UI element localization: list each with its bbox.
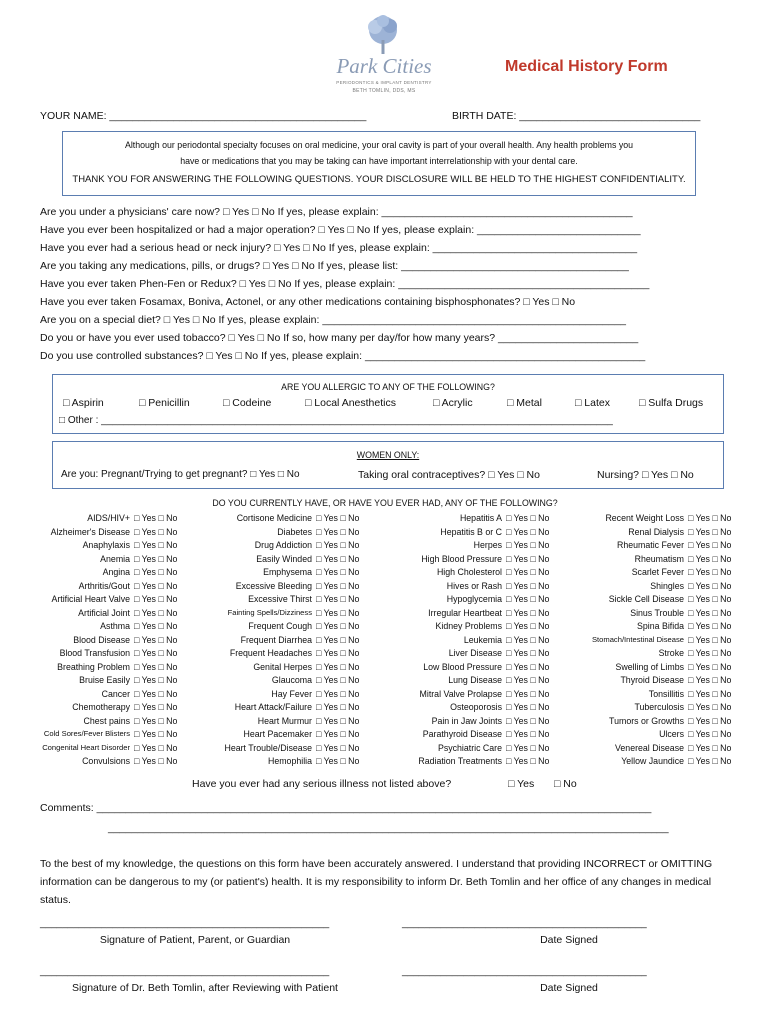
condition-yes-no-checkboxes[interactable]: □ Yes □ No xyxy=(134,756,178,766)
condition-row[interactable] xyxy=(398,729,562,743)
condition-label: Hepatitis B or C xyxy=(440,526,502,537)
condition-label: Pain in Jaw Joints xyxy=(431,715,502,726)
condition-yes-no-checkboxes[interactable]: □ Yes □ No xyxy=(688,540,732,550)
condition-row[interactable] xyxy=(206,594,372,608)
condition-label: Yellow Jaundice xyxy=(621,756,684,766)
condition-label: Mitral Valve Prolapse xyxy=(419,688,502,699)
condition-label: Irregular Heartbeat xyxy=(428,607,502,618)
condition-row[interactable] xyxy=(398,513,562,527)
condition-row[interactable] xyxy=(206,662,372,676)
condition-label: High Cholesterol xyxy=(436,567,502,577)
condition-yes-no-checkboxes[interactable]: □ Yes □ No xyxy=(316,567,360,577)
condition-yes-no-checkboxes[interactable]: □ Yes □ No xyxy=(134,540,178,550)
condition-label: Osteoporosis xyxy=(450,702,502,712)
condition-yes-no-checkboxes[interactable]: □ Yes □ No xyxy=(316,729,360,739)
condition-yes-no-checkboxes[interactable]: □ Yes □ No xyxy=(134,675,178,685)
condition-row[interactable] xyxy=(574,621,744,635)
condition-label: Renal Dialysis xyxy=(628,526,684,537)
condition-row[interactable] xyxy=(30,527,190,541)
condition-row[interactable] xyxy=(30,689,190,703)
intro-line-1: Although our periodontal specialty focuses on oral medicine, your oral cavity is part of your overall health. Any health problems you xyxy=(124,140,634,150)
condition-yes-no-checkboxes[interactable]: □ Yes □ No xyxy=(688,702,732,712)
condition-yes-no-checkboxes[interactable]: □ Yes □ No xyxy=(688,526,732,537)
question-tobacco[interactable]: Do you or have you ever used tobacco? □ Yes □ No If so, how many per day/for how many years? ________________________ xyxy=(40,332,639,344)
condition-label: Asthma xyxy=(100,621,130,631)
allergy-codeine-checkbox[interactable]: □ Codeine xyxy=(223,397,272,409)
condition-label: Ulcers xyxy=(659,729,684,739)
condition-label: Rheumatism xyxy=(634,553,684,564)
condition-label: Artificial Heart Valve xyxy=(51,594,130,604)
condition-row[interactable] xyxy=(206,635,372,649)
condition-label: Hemophilia xyxy=(267,756,312,766)
condition-yes-no-checkboxes[interactable]: □ Yes □ No xyxy=(316,607,360,618)
condition-label: Hepatitis A xyxy=(459,513,502,523)
condition-row[interactable] xyxy=(30,756,190,770)
condition-row[interactable] xyxy=(574,540,744,554)
condition-row[interactable] xyxy=(574,716,744,730)
condition-row[interactable] xyxy=(574,743,744,757)
condition-row[interactable] xyxy=(206,540,372,554)
condition-label: Easily Winded xyxy=(256,553,312,564)
condition-label: Artificial Joint xyxy=(78,607,130,618)
condition-label: Venereal Disease xyxy=(615,742,684,753)
condition-label: Psychiatric Care xyxy=(437,742,502,753)
doctor-signature-label: Signature of Dr. Beth Tomlin, after Reviewing with Patient xyxy=(72,982,338,994)
condition-label: Chest pains xyxy=(83,715,130,726)
condition-row[interactable] xyxy=(398,702,562,716)
condition-label: Kidney Problems xyxy=(435,621,502,631)
condition-yes-no-checkboxes[interactable]: □ Yes □ No xyxy=(688,756,732,766)
doctor-date-label: Date Signed xyxy=(540,982,598,994)
condition-row[interactable] xyxy=(30,581,190,595)
your-name-field[interactable]: YOUR NAME: ____________________________________________ xyxy=(40,110,367,122)
condition-yes-no-checkboxes[interactable]: □ Yes □ No xyxy=(316,513,360,523)
allergy-latex-checkbox[interactable]: □ Latex xyxy=(575,397,610,409)
condition-label: Anaphylaxis xyxy=(82,540,130,550)
condition-yes-no-checkboxes[interactable]: □ Yes □ No xyxy=(134,661,178,672)
condition-yes-no-checkboxes[interactable]: □ Yes □ No xyxy=(506,688,550,699)
condition-yes-no-checkboxes[interactable]: □ Yes □ No xyxy=(134,594,178,604)
patient-signature-label: Signature of Patient, Parent, or Guardian xyxy=(99,934,291,946)
logo-name: Park Cities xyxy=(336,54,432,78)
condition-row[interactable] xyxy=(30,608,190,622)
condition-row[interactable] xyxy=(574,594,744,608)
condition-yes-no-checkboxes[interactable]: □ Yes □ No xyxy=(134,702,178,712)
condition-row[interactable] xyxy=(206,716,372,730)
page-title: Medical History Form xyxy=(505,58,668,75)
patient-date-line[interactable]: ____________________________________________ xyxy=(402,918,647,929)
condition-label: Herpes xyxy=(473,540,502,550)
condition-yes-no-checkboxes[interactable]: □ Yes □ No xyxy=(688,580,732,591)
condition-yes-no-checkboxes[interactable]: □ Yes □ No xyxy=(688,648,732,658)
condition-row[interactable] xyxy=(398,662,562,676)
condition-label: Genital Herpes xyxy=(253,661,312,672)
condition-label: Bruise Easily xyxy=(79,675,130,685)
condition-yes-no-checkboxes[interactable]: □ Yes □ No xyxy=(316,594,360,604)
condition-row[interactable] xyxy=(206,567,372,581)
condition-row[interactable] xyxy=(574,648,744,662)
condition-row[interactable] xyxy=(398,527,562,541)
condition-label: Low Blood Pressure xyxy=(423,661,502,672)
condition-row[interactable] xyxy=(206,527,372,541)
allergy-penicillin-checkbox[interactable]: □ Penicillin xyxy=(139,397,190,409)
condition-label: Rheumatic Fever xyxy=(617,540,684,550)
condition-yes-no-checkboxes[interactable]: □ Yes □ No xyxy=(134,526,178,537)
condition-yes-no-checkboxes[interactable]: □ Yes □ No xyxy=(688,553,732,564)
condition-yes-no-checkboxes[interactable]: □ Yes □ No xyxy=(134,648,178,658)
condition-label: Swelling of Limbs xyxy=(615,661,684,672)
condition-label: Congenital Heart Disorder xyxy=(42,742,130,752)
condition-label: Heart Murmur xyxy=(257,715,312,726)
condition-row[interactable] xyxy=(398,621,562,635)
condition-row[interactable] xyxy=(574,513,744,527)
condition-label: Chemotherapy xyxy=(72,702,130,712)
condition-row[interactable] xyxy=(30,675,190,689)
condition-row[interactable] xyxy=(574,554,744,568)
question-medications[interactable]: Are you taking any medications, pills, or drugs? □ Yes □ No If yes, please list: _______________________________________ xyxy=(40,260,629,272)
condition-yes-no-checkboxes[interactable]: □ Yes □ No xyxy=(134,742,178,753)
condition-yes-no-checkboxes[interactable]: □ Yes □ No xyxy=(506,607,550,618)
condition-yes-no-checkboxes[interactable]: □ Yes □ No xyxy=(688,715,732,726)
condition-yes-no-checkboxes[interactable]: □ Yes □ No xyxy=(134,634,178,645)
condition-label: Leukemia xyxy=(463,634,502,645)
question-bisphosphonates[interactable]: Have you ever taken Fosamax, Boniva, Actonel, or any other medications containing bisphosphonates? □ Yes □ No xyxy=(40,296,576,308)
condition-yes-no-checkboxes[interactable]: □ Yes □ No xyxy=(688,621,732,631)
serious-illness-yes-checkbox[interactable]: □ Yes xyxy=(508,778,535,790)
condition-label: Hives or Rash xyxy=(446,580,502,591)
condition-yes-no-checkboxes[interactable]: □ Yes □ No xyxy=(134,513,178,523)
condition-label: Hypoglycemia xyxy=(446,594,502,604)
condition-yes-no-checkboxes[interactable]: □ Yes □ No xyxy=(316,526,360,537)
condition-yes-no-checkboxes[interactable]: □ Yes □ No xyxy=(316,580,360,591)
condition-label: Cortisone Medicine xyxy=(236,513,312,523)
condition-row[interactable] xyxy=(574,756,744,770)
condition-row[interactable] xyxy=(398,689,562,703)
condition-row[interactable] xyxy=(30,702,190,716)
condition-label: Scarlet Fever xyxy=(631,567,684,577)
condition-yes-no-checkboxes[interactable]: □ Yes □ No xyxy=(316,621,360,631)
women-only-title: WOMEN ONLY: xyxy=(356,450,420,460)
condition-label: AIDS/HIV+ xyxy=(87,513,130,523)
condition-row[interactable] xyxy=(206,675,372,689)
condition-yes-no-checkboxes[interactable]: □ Yes □ No xyxy=(688,661,732,672)
condition-row[interactable] xyxy=(574,567,744,581)
intro-line-2: have or medications that you may be taking can have important interrelationship with your dental care. xyxy=(180,156,578,166)
condition-row[interactable] xyxy=(398,567,562,581)
condition-row[interactable] xyxy=(206,689,372,703)
condition-row[interactable] xyxy=(206,581,372,595)
condition-label: Glaucoma xyxy=(271,675,312,685)
declaration-text: To the best of my knowledge, the questions on this form have been accurately answered. I understand that providing INCORRECT or OMITTING information can be dangerous to my (or patient's) health. It is my responsibility to inform Dr. Beth Tomlin and her office of any changes in medical status. xyxy=(40,858,713,906)
condition-label: Hay Fever xyxy=(271,688,312,699)
condition-yes-no-checkboxes[interactable]: □ Yes □ No xyxy=(506,513,550,523)
logo-subtitle: PERIODONTICS & IMPLANT DENTISTRY xyxy=(336,80,432,85)
condition-label: Frequent Headaches xyxy=(229,648,312,658)
condition-label: Heart Attack/Failure xyxy=(234,702,312,712)
condition-row[interactable] xyxy=(30,662,190,676)
condition-label: Stroke xyxy=(658,648,684,658)
condition-yes-no-checkboxes[interactable]: □ Yes □ No xyxy=(506,526,550,537)
condition-row[interactable] xyxy=(30,716,190,730)
serious-illness-no-checkbox[interactable]: □ No xyxy=(554,778,577,790)
question-hospitalized[interactable]: Have you ever been hospitalized or had a major operation? □ Yes □ No If yes, please explain: ____________________________ xyxy=(40,224,641,236)
condition-row[interactable] xyxy=(574,662,744,676)
allergy-local-anesthetics-checkbox[interactable]: □ Local Anesthetics xyxy=(305,397,396,409)
condition-label: Convulsions xyxy=(82,756,130,766)
allergy-box xyxy=(52,374,724,434)
condition-yes-no-checkboxes[interactable]: □ Yes □ No xyxy=(688,688,732,699)
conditions-title: DO YOU CURRENTLY HAVE, OR HAVE YOU EVER HAD, ANY OF THE FOLLOWING? xyxy=(212,498,558,508)
condition-row[interactable] xyxy=(398,743,562,757)
condition-yes-no-checkboxes[interactable]: □ Yes □ No xyxy=(134,580,178,591)
condition-row[interactable] xyxy=(574,608,744,622)
condition-row[interactable] xyxy=(574,581,744,595)
condition-label: Emphysema xyxy=(263,567,312,577)
condition-row[interactable] xyxy=(30,513,190,527)
condition-label: Anemia xyxy=(100,553,130,564)
condition-row[interactable] xyxy=(574,675,744,689)
condition-yes-no-checkboxes[interactable]: □ Yes □ No xyxy=(316,688,360,699)
nursing-question[interactable]: Nursing? □ Yes □ No xyxy=(597,469,694,481)
condition-label: Blood Disease xyxy=(73,634,130,645)
allergy-title: ARE YOU ALLERGIC TO ANY OF THE FOLLOWING? xyxy=(281,382,495,392)
question-physician[interactable]: Are you under a physicians' care now? □ Yes □ No If yes, please explain: ___________________________________________ xyxy=(40,206,633,218)
condition-row[interactable] xyxy=(30,567,190,581)
condition-yes-no-checkboxes[interactable]: □ Yes □ No xyxy=(506,756,550,766)
condition-yes-no-checkboxes[interactable]: □ Yes □ No xyxy=(506,580,550,591)
condition-row[interactable] xyxy=(206,648,372,662)
condition-label: High Blood Pressure xyxy=(421,553,502,564)
condition-row[interactable] xyxy=(206,513,372,527)
condition-yes-no-checkboxes[interactable]: □ Yes □ No xyxy=(134,553,178,564)
condition-row[interactable] xyxy=(206,621,372,635)
condition-yes-no-checkboxes[interactable]: □ Yes □ No xyxy=(316,715,360,726)
pregnant-question[interactable]: Are you: Pregnant/Trying to get pregnant? □ Yes □ No xyxy=(61,469,300,480)
condition-label: Diabetes xyxy=(277,526,312,537)
condition-yes-no-checkboxes[interactable]: □ Yes □ No xyxy=(506,540,550,550)
question-diet[interactable]: Are you on a special diet? □ Yes □ No If yes, please explain: ____________________________________________________ xyxy=(40,314,627,326)
condition-yes-no-checkboxes[interactable]: □ Yes □ No xyxy=(506,702,550,712)
condition-yes-no-checkboxes[interactable]: □ Yes □ No xyxy=(506,634,550,645)
condition-yes-no-checkboxes[interactable]: □ Yes □ No xyxy=(688,634,732,645)
condition-label: Sinus Trouble xyxy=(630,607,684,618)
condition-label: Excessive Bleeding xyxy=(235,580,312,591)
condition-label: Frequent Cough xyxy=(248,621,312,631)
condition-yes-no-checkboxes[interactable]: □ Yes □ No xyxy=(506,661,550,672)
condition-row[interactable] xyxy=(30,594,190,608)
condition-row[interactable] xyxy=(398,540,562,554)
condition-label: Recent Weight Loss xyxy=(605,513,684,523)
condition-row[interactable] xyxy=(30,729,190,743)
condition-label: Cancer xyxy=(101,688,130,699)
condition-yes-no-checkboxes[interactable]: □ Yes □ No xyxy=(506,594,550,604)
condition-row[interactable] xyxy=(206,743,372,757)
condition-row[interactable] xyxy=(398,635,562,649)
practice-logo xyxy=(322,14,446,98)
allergy-metal-checkbox[interactable]: □ Metal xyxy=(507,397,542,409)
condition-yes-no-checkboxes[interactable]: □ Yes □ No xyxy=(316,756,360,766)
patient-signature-line[interactable]: ____________________________________________________ xyxy=(40,918,330,929)
condition-row[interactable] xyxy=(30,648,190,662)
comments-field-line-2[interactable]: ________________________________________________________________________________________________ xyxy=(108,822,669,834)
condition-label: Thyroid Disease xyxy=(620,675,684,685)
condition-label: Cold Sores/Fever Blisters xyxy=(43,729,130,738)
condition-label: Stomach/Intestinal Disease xyxy=(591,634,684,644)
condition-yes-no-checkboxes[interactable]: □ Yes □ No xyxy=(506,729,550,739)
contraceptives-question[interactable]: Taking oral contraceptives? □ Yes □ No xyxy=(358,469,540,481)
condition-row[interactable] xyxy=(206,554,372,568)
intro-box xyxy=(62,131,696,196)
condition-label: Parathyroid Disease xyxy=(422,729,502,739)
condition-row[interactable] xyxy=(30,621,190,635)
condition-label: Sickle Cell Disease xyxy=(608,594,684,604)
condition-row[interactable] xyxy=(398,554,562,568)
condition-yes-no-checkboxes[interactable]: □ Yes □ No xyxy=(134,688,178,699)
patient-date-label: Date Signed xyxy=(540,934,598,946)
condition-yes-no-checkboxes[interactable]: □ Yes □ No xyxy=(688,742,732,753)
doctor-signature-line[interactable]: ____________________________________________________ xyxy=(40,966,330,977)
condition-row[interactable] xyxy=(206,702,372,716)
condition-row[interactable] xyxy=(574,702,744,716)
condition-label: Drug Addiction xyxy=(254,540,312,550)
condition-yes-no-checkboxes[interactable]: □ Yes □ No xyxy=(316,742,360,753)
condition-yes-no-checkboxes[interactable]: □ Yes □ No xyxy=(506,648,550,658)
condition-row[interactable] xyxy=(398,716,562,730)
serious-illness-question: Have you ever had any serious illness not listed above? xyxy=(192,778,452,790)
question-controlled-substances[interactable]: Do you use controlled substances? □ Yes □ No If yes, please explain: ________________________________________________ xyxy=(40,350,646,362)
condition-row[interactable] xyxy=(398,675,562,689)
condition-label: Shingles xyxy=(650,580,684,591)
condition-label: Excessive Thirst xyxy=(248,594,312,604)
condition-label: Lung Disease xyxy=(448,675,502,685)
allergy-other-field[interactable]: □ Other : ____________________________________________________________________________________________ xyxy=(59,415,613,426)
condition-label: Liver Disease xyxy=(448,648,502,658)
condition-label: Angina xyxy=(102,567,130,577)
condition-yes-no-checkboxes[interactable]: □ Yes □ No xyxy=(688,607,732,618)
condition-label: Fainting Spells/Dizziness xyxy=(227,607,312,617)
condition-yes-no-checkboxes[interactable]: □ Yes □ No xyxy=(134,607,178,618)
condition-yes-no-checkboxes[interactable]: □ Yes □ No xyxy=(316,675,360,685)
condition-row[interactable] xyxy=(30,743,190,757)
condition-yes-no-checkboxes[interactable]: □ Yes □ No xyxy=(316,661,360,672)
condition-row[interactable] xyxy=(30,635,190,649)
condition-label: Tonsillitis xyxy=(648,688,684,699)
allergy-acrylic-checkbox[interactable]: □ Acrylic xyxy=(433,397,473,409)
condition-yes-no-checkboxes[interactable]: □ Yes □ No xyxy=(688,594,732,604)
condition-row[interactable] xyxy=(398,648,562,662)
condition-row[interactable] xyxy=(574,729,744,743)
condition-yes-no-checkboxes[interactable]: □ Yes □ No xyxy=(506,675,550,685)
condition-yes-no-checkboxes[interactable]: □ Yes □ No xyxy=(506,742,550,753)
condition-row[interactable] xyxy=(574,527,744,541)
condition-row[interactable] xyxy=(206,608,372,622)
condition-row[interactable] xyxy=(574,689,744,703)
condition-row[interactable] xyxy=(30,554,190,568)
condition-yes-no-checkboxes[interactable]: □ Yes □ No xyxy=(316,553,360,564)
question-head-injury[interactable]: Have you ever had a serious head or neck injury? □ Yes □ No If yes, please explain: ___________________________________ xyxy=(40,242,638,254)
condition-yes-no-checkboxes[interactable]: □ Yes □ No xyxy=(134,567,178,577)
doctor-date-line[interactable]: ____________________________________________ xyxy=(402,966,647,977)
condition-yes-no-checkboxes[interactable]: □ Yes □ No xyxy=(506,715,550,726)
condition-yes-no-checkboxes[interactable]: □ Yes □ No xyxy=(316,648,360,658)
condition-label: Alzheimer's Disease xyxy=(50,526,130,537)
condition-yes-no-checkboxes[interactable]: □ Yes □ No xyxy=(688,513,732,523)
intro-thanks: THANK YOU FOR ANSWERING THE FOLLOWING QUESTIONS. YOUR DISCLOSURE WILL BE HELD TO THE HIGHEST CONFIDENTIALITY. xyxy=(72,174,686,185)
condition-yes-no-checkboxes[interactable]: □ Yes □ No xyxy=(506,553,550,564)
condition-row[interactable] xyxy=(206,729,372,743)
condition-row[interactable] xyxy=(398,756,562,770)
condition-label: Breathing Problem xyxy=(57,661,130,672)
condition-yes-no-checkboxes[interactable]: □ Yes □ No xyxy=(134,729,178,739)
condition-label: Arthritis/Gout xyxy=(78,580,130,591)
condition-label: Heart Trouble/Disease xyxy=(224,742,312,753)
condition-yes-no-checkboxes[interactable]: □ Yes □ No xyxy=(688,675,732,685)
condition-yes-no-checkboxes[interactable]: □ Yes □ No xyxy=(506,621,550,631)
condition-yes-no-checkboxes[interactable]: □ Yes □ No xyxy=(316,540,360,550)
condition-row[interactable] xyxy=(206,756,372,770)
condition-row[interactable] xyxy=(574,635,744,649)
condition-label: Heart Pacemaker xyxy=(243,729,312,739)
comments-field[interactable]: Comments: _______________________________________________________________________________________________ xyxy=(40,802,652,814)
allergy-aspirin-checkbox[interactable]: □ Aspirin xyxy=(63,397,104,409)
condition-label: Frequent Diarrhea xyxy=(240,634,312,645)
condition-row[interactable] xyxy=(398,608,562,622)
condition-yes-no-checkboxes[interactable]: □ Yes □ No xyxy=(506,567,550,577)
condition-label: Spina Bifida xyxy=(637,621,684,631)
condition-label: Blood Transfusion xyxy=(59,648,130,658)
women-only-box xyxy=(52,441,724,489)
condition-row[interactable] xyxy=(398,581,562,595)
condition-label: Tuberculosis xyxy=(634,702,684,712)
condition-row[interactable] xyxy=(398,594,562,608)
condition-yes-no-checkboxes[interactable]: □ Yes □ No xyxy=(316,702,360,712)
allergy-sulfa-checkbox[interactable]: □ Sulfa Drugs xyxy=(639,397,704,409)
birth-date-field[interactable]: BIRTH DATE: _______________________________ xyxy=(452,110,701,122)
question-phen-fen[interactable]: Have you ever taken Phen-Fen or Redux? □ Yes □ No If yes, please explain: ___________________________________________ xyxy=(40,278,650,290)
condition-yes-no-checkboxes[interactable]: □ Yes □ No xyxy=(688,729,732,739)
logo-doctor: BETH TOMLIN, DDS, MS xyxy=(352,88,416,94)
condition-yes-no-checkboxes[interactable]: □ Yes □ No xyxy=(134,621,178,631)
condition-yes-no-checkboxes[interactable]: □ Yes □ No xyxy=(688,567,732,577)
condition-label: Radiation Treatments xyxy=(418,756,502,766)
condition-row[interactable] xyxy=(30,540,190,554)
condition-yes-no-checkboxes[interactable]: □ Yes □ No xyxy=(316,634,360,645)
condition-yes-no-checkboxes[interactable]: □ Yes □ No xyxy=(134,715,178,726)
condition-label: Tumors or Growths xyxy=(609,715,684,726)
